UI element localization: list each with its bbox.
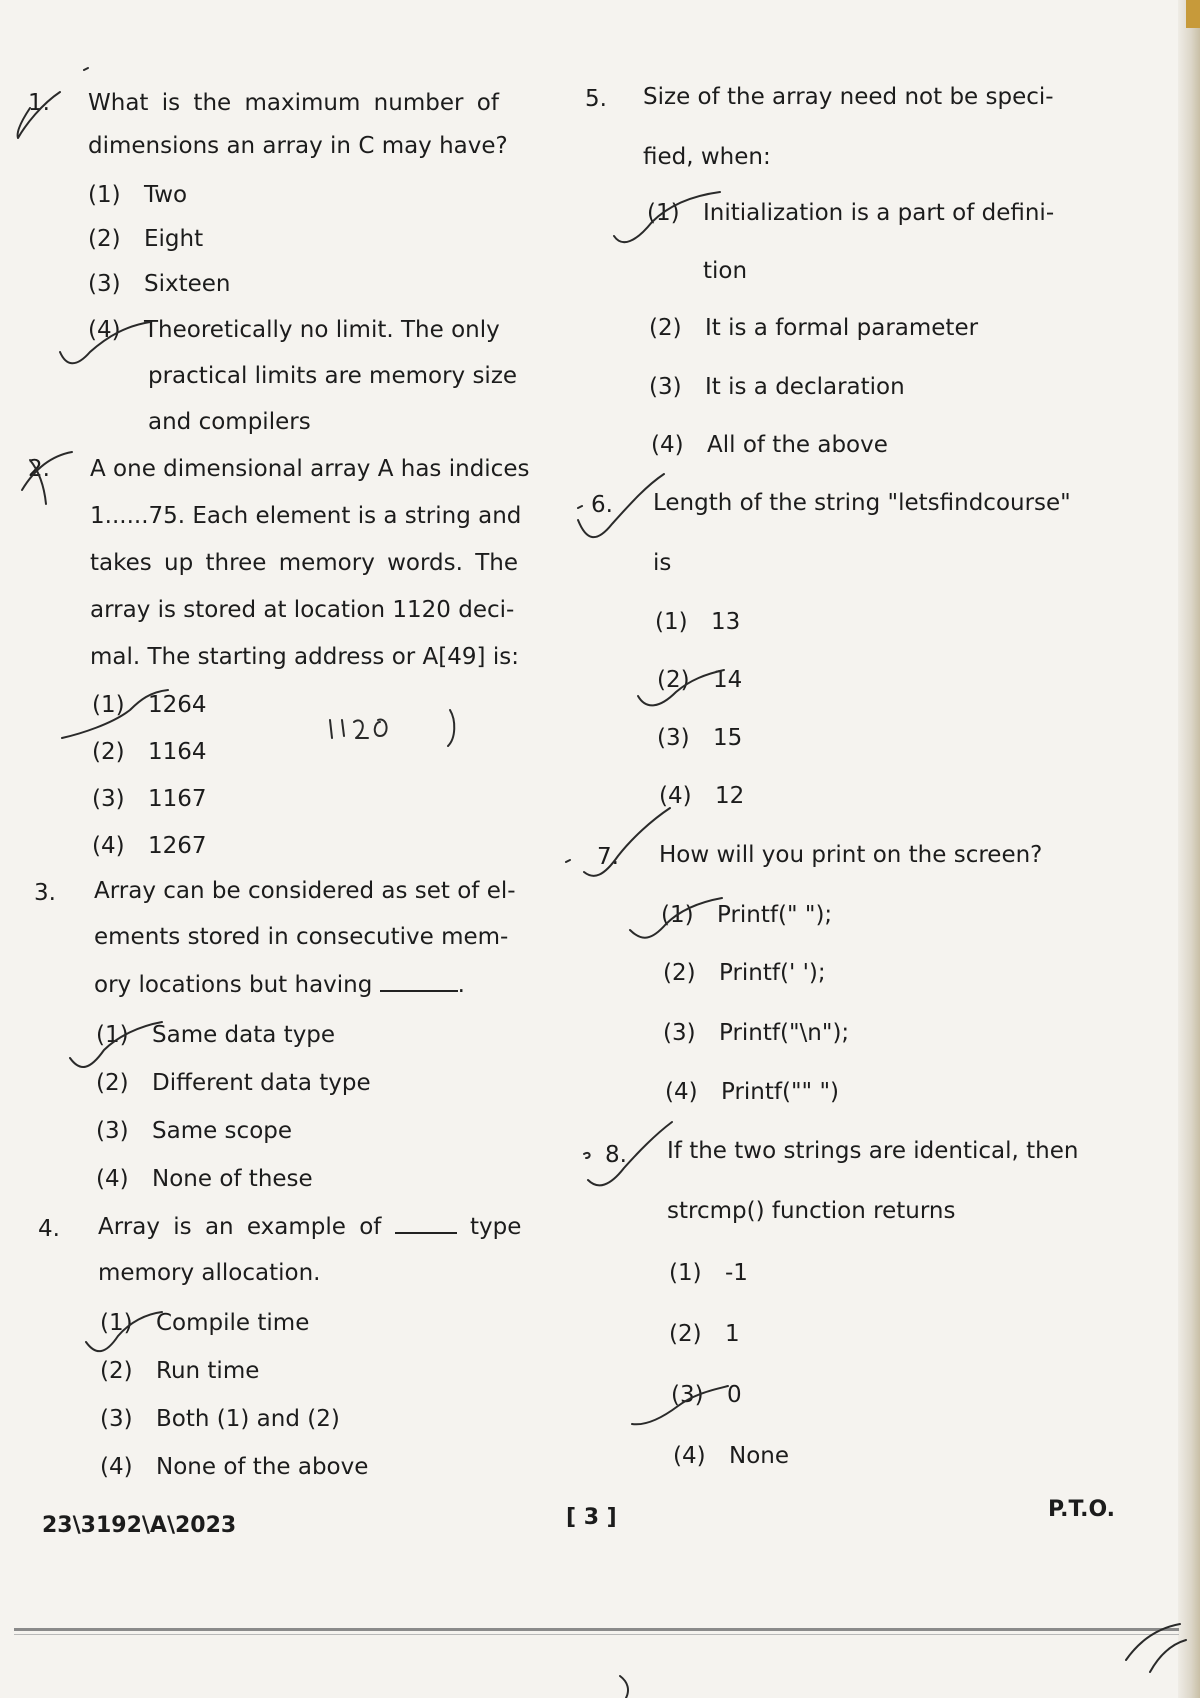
check-mark-q4-answer bbox=[86, 1312, 162, 1351]
check-mark-q6-answer bbox=[638, 670, 724, 705]
option-text: All of the above bbox=[707, 432, 888, 458]
option-number: (1) bbox=[96, 1022, 129, 1048]
check-mark-q5-answer bbox=[614, 192, 720, 242]
cross-mark-q2 bbox=[30, 460, 46, 504]
check-mark-q7-answer bbox=[630, 898, 722, 938]
question-text-line: What is the maximum number of bbox=[88, 90, 499, 116]
question-number: 5. bbox=[585, 86, 607, 112]
paper-code: 23\3192\A\2023 bbox=[42, 1513, 237, 1538]
question-text-line: A one dimensional array A has indices bbox=[90, 456, 530, 482]
option-text: 14 bbox=[713, 667, 743, 693]
option-number: (1) bbox=[655, 609, 688, 635]
question-text-line: mal. The starting address or A[49] is: bbox=[90, 644, 519, 670]
option-text: Two bbox=[144, 182, 188, 208]
option-number: (3) bbox=[649, 374, 682, 400]
option-number: (3) bbox=[96, 1118, 129, 1144]
option-text: 1264 bbox=[148, 692, 207, 718]
question-text-line: array is stored at location 1120 deci- bbox=[90, 597, 515, 623]
sentence-end: . bbox=[457, 972, 465, 998]
option-number: (4) bbox=[96, 1166, 129, 1192]
option-text: Run time bbox=[156, 1358, 260, 1384]
check-mark-q1-answer bbox=[60, 322, 150, 363]
option-number: (2) bbox=[649, 315, 682, 341]
option-number: (3) bbox=[657, 725, 690, 751]
question-text-line: Size of the array need not be speci- bbox=[643, 84, 1054, 110]
option-number: (4) bbox=[673, 1443, 706, 1469]
option-text: 13 bbox=[711, 609, 741, 635]
question-text-line: Length of the string "letsfindcourse" bbox=[653, 490, 1071, 516]
option-text: It is a formal parameter bbox=[705, 315, 979, 341]
check-mark-q8-answer bbox=[632, 1386, 728, 1424]
option-text-line: practical limits are memory size bbox=[148, 363, 518, 389]
question-text-line: If the two strings are identical, then bbox=[667, 1138, 1079, 1164]
option-number: (1) bbox=[647, 200, 680, 226]
option-text: Printf("" ") bbox=[721, 1079, 839, 1105]
option-text: Printf(' '); bbox=[719, 960, 826, 986]
question-text-line: dimensions an array in C may have? bbox=[88, 133, 508, 159]
option-text: Same data type bbox=[152, 1022, 336, 1048]
handwritten-number-q2 bbox=[330, 719, 387, 738]
question-text-line: takes up three memory words. The bbox=[90, 550, 519, 576]
option-text: Compile time bbox=[156, 1310, 310, 1336]
option-number: (4) bbox=[665, 1079, 698, 1105]
check-mark-q6 bbox=[578, 474, 664, 537]
option-number: (1) bbox=[92, 692, 125, 718]
check-mark-q8 bbox=[588, 1122, 672, 1185]
question-text-line: is bbox=[653, 550, 672, 576]
option-text: 15 bbox=[713, 725, 743, 751]
check-mark-q3-answer bbox=[70, 1022, 162, 1067]
option-text: 1267 bbox=[148, 833, 207, 859]
option-text: Printf("\n"); bbox=[719, 1020, 850, 1046]
option-number: (2) bbox=[100, 1358, 133, 1384]
option-number: (3) bbox=[100, 1406, 133, 1432]
question-text: type bbox=[470, 1214, 522, 1240]
option-text: 0 bbox=[727, 1382, 742, 1408]
option-text: Different data type bbox=[152, 1070, 371, 1096]
option-number: (1) bbox=[669, 1260, 702, 1286]
question-text-line: 1......75. Each element is a string and bbox=[90, 503, 522, 529]
question-number: 2. bbox=[28, 456, 50, 482]
option-number: (3) bbox=[92, 786, 125, 812]
option-text: 1167 bbox=[148, 786, 207, 812]
option-number: (1) bbox=[661, 902, 694, 928]
option-text-line: and compilers bbox=[148, 409, 311, 435]
corner-mark bbox=[1126, 1624, 1186, 1672]
option-number: (4) bbox=[651, 432, 684, 458]
option-number: (2) bbox=[669, 1321, 702, 1347]
option-number: (1) bbox=[100, 1310, 133, 1336]
option-number: (3) bbox=[88, 271, 121, 297]
question-text: ory locations but having bbox=[94, 972, 373, 998]
question-text-line: memory allocation. bbox=[98, 1260, 321, 1286]
check-mark-q8-dot bbox=[584, 1153, 590, 1158]
question-number: 4. bbox=[38, 1216, 60, 1242]
check-mark-q7 bbox=[584, 808, 670, 876]
option-number: (4) bbox=[659, 783, 692, 809]
question-text-line: fied, when: bbox=[643, 144, 771, 170]
option-text: 1 bbox=[725, 1321, 740, 1347]
option-text: Same scope bbox=[152, 1118, 293, 1144]
option-number: (2) bbox=[88, 226, 121, 252]
check-mark-q2-answer bbox=[62, 690, 168, 738]
option-text: Sixteen bbox=[144, 271, 231, 297]
option-number: (2) bbox=[92, 739, 125, 765]
option-text: Both (1) and (2) bbox=[156, 1406, 340, 1432]
question-text: Array is an example of bbox=[98, 1214, 382, 1240]
option-text-line: tion bbox=[703, 258, 748, 284]
option-number: (2) bbox=[663, 960, 696, 986]
page-number: [ 3 ] bbox=[566, 1505, 617, 1530]
question-text-line: ements stored in consecutive mem- bbox=[94, 924, 509, 950]
option-text: Theoretically no limit. The only bbox=[144, 317, 500, 343]
option-text: -1 bbox=[725, 1260, 748, 1286]
question-number: 7. bbox=[597, 844, 619, 870]
option-number: (3) bbox=[671, 1382, 704, 1408]
question-text-line: How will you print on the screen? bbox=[659, 842, 1043, 868]
option-number: (2) bbox=[96, 1070, 129, 1096]
question-number: 6. bbox=[591, 492, 613, 518]
check-mark-q7-dot bbox=[566, 860, 570, 862]
check-mark-q1-dot bbox=[84, 68, 88, 70]
option-number: (2) bbox=[657, 667, 690, 693]
option-text: None bbox=[729, 1443, 790, 1469]
option-number: (3) bbox=[663, 1020, 696, 1046]
question-number: 1. bbox=[28, 90, 50, 116]
check-mark-q6-dot bbox=[578, 506, 582, 508]
check-mark-q1 bbox=[18, 92, 60, 138]
question-text-line: Array can be considered as set of el- bbox=[94, 878, 516, 904]
option-number: (4) bbox=[88, 317, 121, 343]
option-number: (4) bbox=[92, 833, 125, 859]
question-number: 8. bbox=[605, 1142, 627, 1168]
option-text: 12 bbox=[715, 783, 745, 809]
question-text-line: strcmp() function returns bbox=[667, 1198, 956, 1224]
option-text: 1164 bbox=[148, 739, 207, 765]
squiggle-mark bbox=[620, 1676, 628, 1698]
option-text: Printf(" "); bbox=[717, 902, 833, 928]
option-text: Eight bbox=[144, 226, 204, 252]
question-number: 3. bbox=[34, 880, 56, 906]
option-text: It is a declaration bbox=[705, 374, 905, 400]
option-number: (4) bbox=[100, 1454, 133, 1480]
option-text: None of the above bbox=[156, 1454, 369, 1480]
option-text: Initialization is a part of defini- bbox=[703, 200, 1055, 226]
pto-label: P.T.O. bbox=[1048, 1497, 1116, 1522]
cross-mark-q2b bbox=[22, 452, 72, 490]
bracket-mark-q2 bbox=[448, 710, 454, 746]
option-number: (1) bbox=[88, 182, 121, 208]
option-text: None of these bbox=[152, 1166, 313, 1192]
